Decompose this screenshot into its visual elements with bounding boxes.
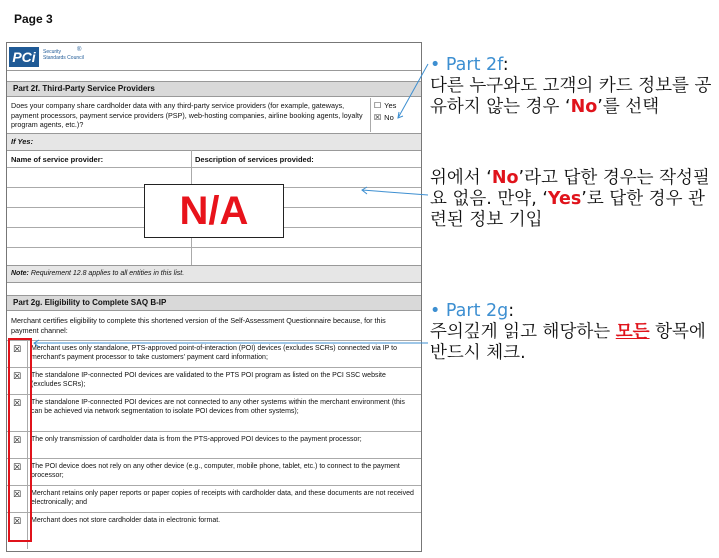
yes-label: Yes [384, 101, 397, 110]
part-2g-heading: Part 2g. Eligibility to Complete SAQ B-IP [7, 295, 421, 311]
annotation-part-2g: • Part 2g: 주의깊게 읽고 해당하는 모든 항목에 반드시 체크. [430, 301, 706, 363]
eligibility-item[interactable]: ☒ Merchant uses only standalone, PTS-approved point-of-interaction (POI) devices (excludes SCRs) connected via IP to merchant's payment processor to take customers' payment card information; [7, 340, 421, 367]
checked-box-icon[interactable]: ☒ [13, 371, 22, 381]
arrow-to-provider-table [362, 190, 428, 195]
eligibility-item[interactable]: ☒ The standalone IP-connected POI devices are validated to the PTS POI program as listed on the PCI SSC website (excludes SCRs); [7, 367, 421, 394]
requirement-note: Note: Requirement 12.8 applies to all entities in this list. [7, 265, 421, 283]
eligibility-item[interactable]: ☒ The only transmission of cardholder data is from the PTS-approved POI devices to the payment processor; [7, 431, 421, 458]
na-stamp: N/A [144, 184, 284, 238]
pci-logo: PCi [9, 47, 39, 67]
eligibility-item[interactable]: ☒ The standalone IP-connected POI devices are not connected to any other systems within the merchant environment (this can be achieved via network segmentation to isolate POI devices from other systems); [7, 394, 421, 431]
pci-logo-subtitle: Security Standards Council [43, 49, 84, 61]
part-2f-question: Does your company share cardholder data with any third-party service providers (for example, gateways, payment processors, payment service providers (PSP), web-hosting companies, airline booking agents, loyalty program agents, etc.)? [11, 101, 363, 129]
checked-box-icon[interactable]: ☒ [13, 435, 22, 445]
yes-checkbox[interactable]: ☐ [374, 101, 382, 110]
annotation-if-yes: 위에서 ‘No’라고 답한 경우는 작성필요 없음. 만약, ‘Yes’로 답한 경우 관련된 정보 기입 [430, 168, 710, 230]
part-2g-intro: Merchant certifies eligibility to complete this shortened version of the Self-Assessment Questionnaire because, for this payment channel: [11, 316, 386, 335]
registered-mark-icon: ® [77, 47, 82, 53]
if-yes-label: If Yes: [7, 133, 421, 151]
arrow-to-no-option [398, 64, 428, 118]
checked-box-icon[interactable]: ☒ [13, 489, 22, 499]
eligibility-item[interactable]: ☒ The POI device does not rely on any other device (e.g., computer, mobile phone, tablet, etc.) to connect to the payment processor; [7, 458, 421, 485]
services-description-header: Description of services provided: [195, 155, 314, 164]
eligibility-item[interactable]: ☒ Merchant retains only paper reports or paper copies of receipts with cardholder data, and these documents are not received electronically; and [7, 485, 421, 512]
part-2f-heading: Part 2f. Third-Party Service Providers [7, 81, 421, 97]
page-label: Page 3 [14, 12, 53, 26]
provider-name-header: Name of service provider: [11, 155, 104, 164]
no-label: No [384, 113, 394, 122]
checked-box-icon[interactable]: ☒ [13, 516, 22, 526]
checked-box-icon[interactable]: ☒ [13, 344, 22, 354]
no-checkbox[interactable]: ☒ [374, 113, 382, 122]
annotation-part-2f: • Part 2f: 다른 누구와도 고객의 카드 정보를 공유하지 않는 경우 ‘No’를 선택 [430, 55, 712, 117]
checked-box-icon[interactable]: ☒ [13, 462, 22, 472]
checked-box-icon[interactable]: ☒ [13, 398, 22, 408]
eligibility-item[interactable]: ☒ Merchant does not store cardholder data in electronic format. [7, 512, 421, 533]
